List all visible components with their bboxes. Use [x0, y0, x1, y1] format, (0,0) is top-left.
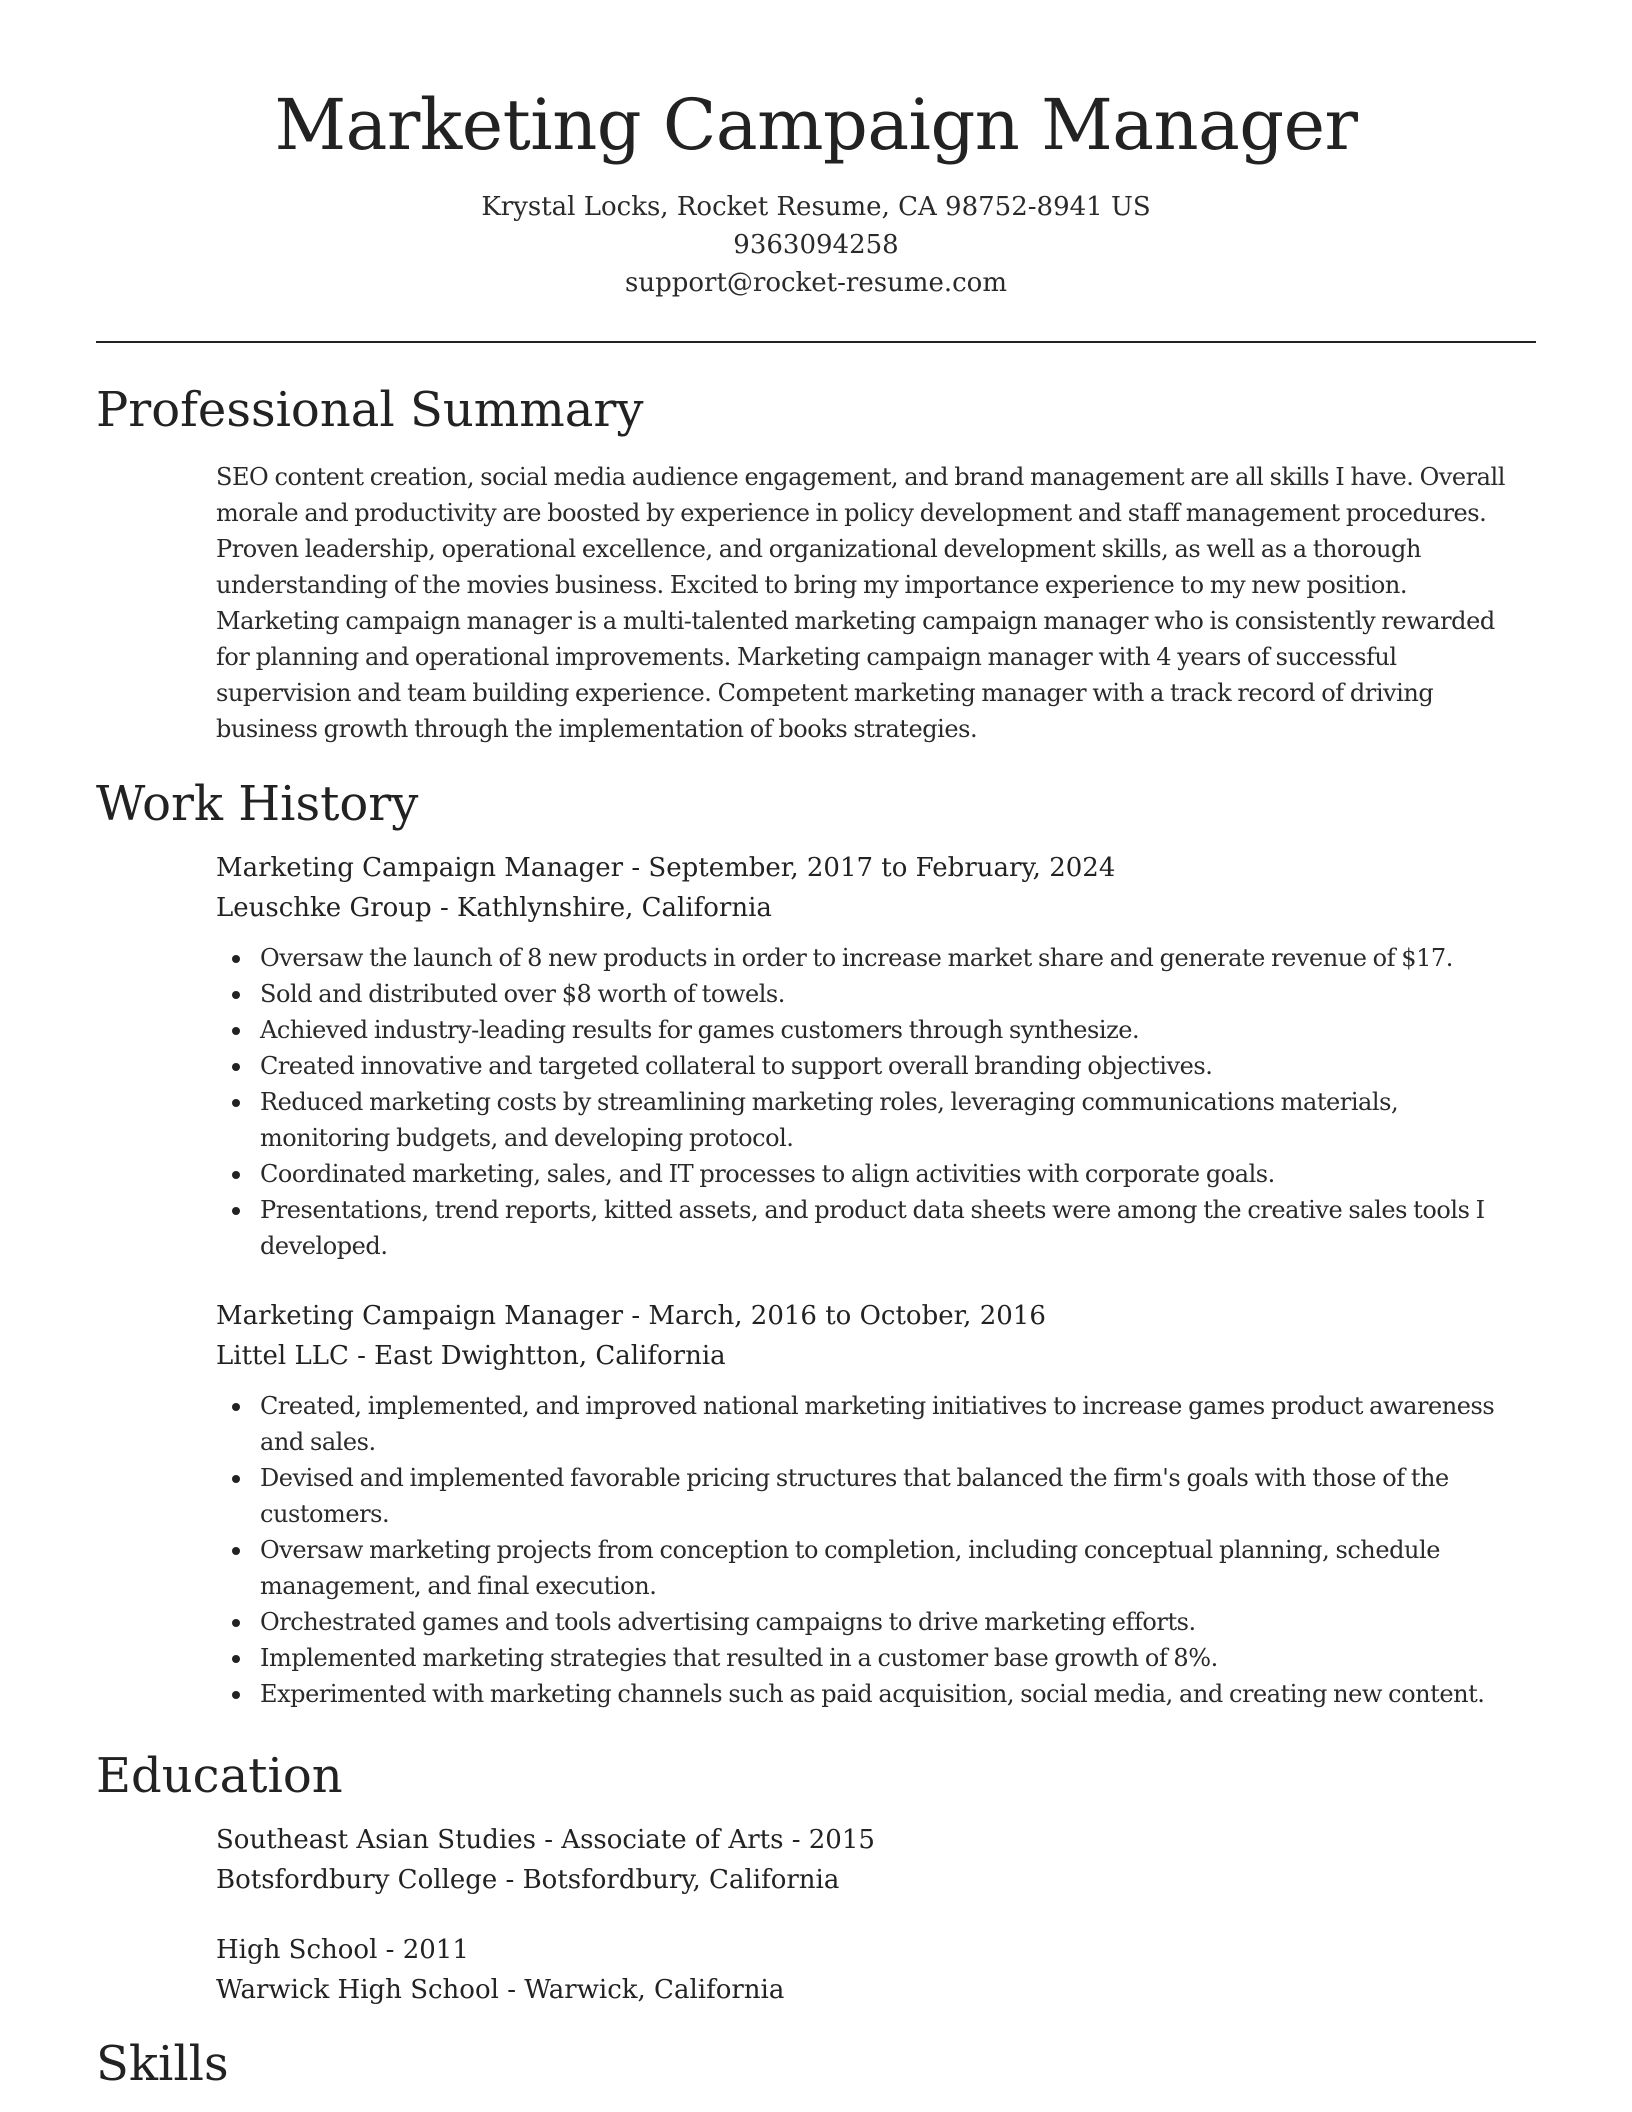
- bullet-item: [216, 1012, 1532, 1048]
- job-entry-1: [216, 848, 1532, 1264]
- bullet-item: [216, 1532, 1532, 1604]
- bullet-dot: [232, 955, 240, 963]
- section-title-work-history: Work History: [96, 776, 419, 832]
- bullet-item: [216, 1640, 1532, 1676]
- contact-phone: 9363094258: [733, 230, 899, 260]
- bullet-item: [216, 1604, 1532, 1640]
- bullet-item: [216, 976, 1532, 1012]
- bullet-text: Reduced marketing costs by streamlining marketing roles, leveraging communications materials, monitoring budgets, and developing protocol.: [260, 1088, 1399, 1152]
- bullet-dot: [232, 991, 240, 999]
- section-title-skills: Skills: [96, 2036, 229, 2092]
- summary-text: SEO content creation, social media audience engagement, and brand management are all skills I have. Overall morale and productivity are boosted by experience in policy development and staff management procedures. Proven leadership, operational excellence, and organizational development skills, as well as a thorough understanding of the movies business. Excited to bring my importance experience to my new position. Marketing campaign manager is a multi-talented marketing campaign manager who is consistently rewarded for planning and operational improvements. Marketing campaign manager with 4 years of successful supervision and team building experience. Competent marketing manager with a track record of driving business growth through the implementation of books strategies.: [216, 463, 1505, 743]
- bullet-dot: [232, 1547, 240, 1555]
- bullet-item: [216, 1676, 1532, 1712]
- bullet-text: Implemented marketing strategies that resulted in a customer base growth of 8%.: [260, 1644, 1218, 1672]
- bullet-item: [216, 1084, 1532, 1156]
- candidate-name: Marketing Campaign Manager: [274, 84, 1358, 166]
- bullet-item: [216, 1156, 1532, 1192]
- bullet-dot: [232, 1691, 240, 1699]
- bullet-dot: [232, 1207, 240, 1215]
- bullet-item: [216, 1460, 1532, 1532]
- bullet-text: Achieved industry-leading results for games customers through synthesize.: [260, 1016, 1140, 1044]
- section-title-education: Education: [96, 1748, 343, 1804]
- bullet-dot: [232, 1171, 240, 1179]
- resume-header: [96, 80, 1536, 302]
- bullet-text: Experimented with marketing channels such as paid acquisition, social media, and creating new content.: [260, 1680, 1485, 1708]
- bullet-dot: [232, 1099, 240, 1107]
- bullet-text: Coordinated marketing, sales, and IT processes to align activities with corporate goals.: [260, 1160, 1275, 1188]
- bullet-item: [216, 1048, 1532, 1084]
- education-degree-line: Southeast Asian Studies - Associate of Arts - 2015: [216, 1825, 875, 1855]
- job-bullets: [216, 940, 1532, 1264]
- education-degree-line: High School - 2011: [216, 1935, 469, 1965]
- education-school-line: Botsfordbury College - Botsfordbury, California: [216, 1865, 840, 1895]
- job-company-line: Leuschke Group - Kathlynshire, California: [216, 893, 772, 923]
- bullet-text: Created innovative and targeted collateral to support overall branding objectives.: [260, 1052, 1213, 1080]
- bullet-item: [216, 940, 1532, 976]
- bullet-text: Oversaw the launch of 8 new products in order to increase market share and generate revenue of $17.: [260, 944, 1453, 972]
- bullet-text: Presentations, trend reports, kitted assets, and product data sheets were among the creative sales tools I developed.: [260, 1196, 1485, 1260]
- job-title-line: Marketing Campaign Manager - March, 2016 to October, 2016: [216, 1301, 1046, 1331]
- contact-email: support@rocket-resume.com: [624, 268, 1007, 298]
- education-entry-1: [216, 1820, 1532, 1900]
- bullet-dot: [232, 1619, 240, 1627]
- bullet-dot: [232, 1063, 240, 1071]
- job-bullets: [216, 1388, 1532, 1712]
- education-entry-2: [216, 1930, 1532, 2010]
- contact-address: Krystal Locks, Rocket Resume, CA 98752-8941 US: [481, 192, 1151, 222]
- bullet-text: Orchestrated games and tools advertising campaigns to drive marketing efforts.: [260, 1608, 1196, 1636]
- summary-body: [216, 459, 1532, 747]
- bullet-item: [216, 1388, 1532, 1460]
- bullet-dot: [232, 1403, 240, 1411]
- job-company-line: Littel LLC - East Dwightton, California: [216, 1341, 726, 1371]
- header-divider: [96, 341, 1536, 343]
- bullet-dot: [232, 1655, 240, 1663]
- bullet-item: [216, 1192, 1532, 1264]
- education-school-line: Warwick High School - Warwick, California: [216, 1975, 785, 2005]
- bullet-dot: [232, 1027, 240, 1035]
- bullet-dot: [232, 1475, 240, 1483]
- section-title-summary: Professional Summary: [96, 382, 644, 438]
- contact-block: [96, 188, 1536, 302]
- bullet-text: Sold and distributed over $8 worth of towels.: [260, 980, 785, 1008]
- bullet-text: Created, implemented, and improved national marketing initiatives to increase games product awareness and sales.: [260, 1392, 1495, 1456]
- bullet-text: Devised and implemented favorable pricing structures that balanced the firm's goals with those of the customers.: [260, 1464, 1449, 1528]
- bullet-text: Oversaw marketing projects from conception to completion, including conceptual planning, schedule management, and final execution.: [260, 1536, 1440, 1600]
- job-title-line: Marketing Campaign Manager - September, 2017 to February, 2024: [216, 853, 1116, 883]
- job-entry-2: [216, 1296, 1532, 1712]
